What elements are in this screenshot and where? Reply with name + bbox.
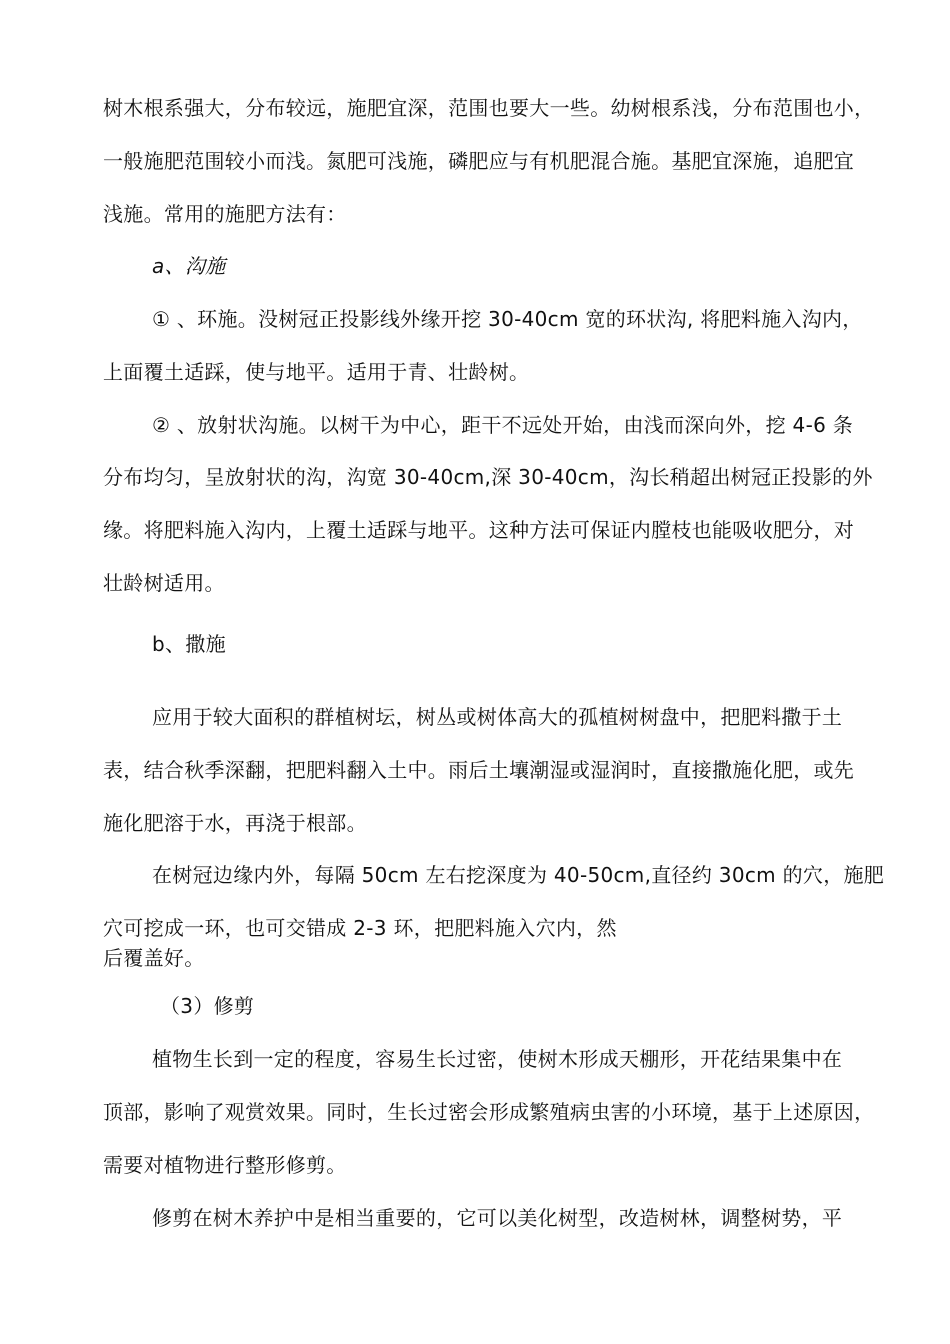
text-line: 一般施肥范围较小而浅。氮肥可浅施，磷肥应与有机肥混合施。基肥宜深施，追肥宜	[103, 149, 855, 173]
text-line: 顶部，影响了观赏效果。同时，生长过密会形成繁殖病虫害的小环境，基于上述原因，	[103, 1100, 875, 1124]
text-line: 穴可挖成一环，也可交错成 2-3 环，把肥料施入穴内，然	[103, 916, 617, 940]
text-line: 需要对植物进行整形修剪。	[103, 1153, 347, 1177]
text-line: 植物生长到一定的程度，容易生长过密，使树木形成天棚形，开花结果集中在	[152, 1047, 843, 1071]
text-line: 缘。将肥料施入沟内，上覆土适踩与地平。这种方法可保证内膛枝也能吸收肥分，对	[103, 518, 855, 542]
text-line: 分布均匀，呈放射状的沟，沟宽 30-40cm,深 30-40cm，沟长稍超出树冠正投影的外	[103, 465, 873, 489]
section-heading: b、撒施	[152, 632, 226, 656]
text-line: 修剪在树木养护中是相当重要的，它可以美化树型，改造树林，调整树势，平	[152, 1206, 843, 1230]
text-line: 后覆盖好。	[103, 946, 205, 970]
text-line: ② 、放射状沟施。以树干为中心，距干不远处开始，由浅而深向外，挖 4-6 条	[152, 413, 854, 437]
text-line: 表，结合秋季深翻，把肥料翻入土中。雨后土壤潮湿或湿润时，直接撒施化肥，或先	[103, 758, 855, 782]
text-line: ① 、环施。没树冠正投影线外缘开挖 30-40cm 宽的环状沟, 将肥料施入沟内，	[152, 307, 863, 331]
text-line: 壮龄树适用。	[103, 571, 225, 595]
text-line: 在树冠边缘内外，每隔 50cm 左右挖深度为 40-50cm,直径约 30cm 的穴，施肥	[152, 863, 885, 887]
text-line: 应用于较大面积的群植树坛，树丛或树体高大的孤植树树盘中，把肥料撒于土	[152, 705, 843, 729]
text-line: 上面覆土适踩，使与地平。适用于青、壮龄树。	[103, 360, 530, 384]
text-line: 浅施。常用的施肥方法有：	[103, 202, 347, 226]
text-line: 树木根系强大，分布较远，施肥宜深，范围也要大一些。幼树根系浅，分布范围也小，	[103, 96, 875, 120]
text-line: 施化肥溶于水，再浇于根部。	[103, 811, 367, 835]
section-heading: a、沟施	[152, 254, 226, 278]
section-heading: （3）修剪	[160, 994, 255, 1018]
